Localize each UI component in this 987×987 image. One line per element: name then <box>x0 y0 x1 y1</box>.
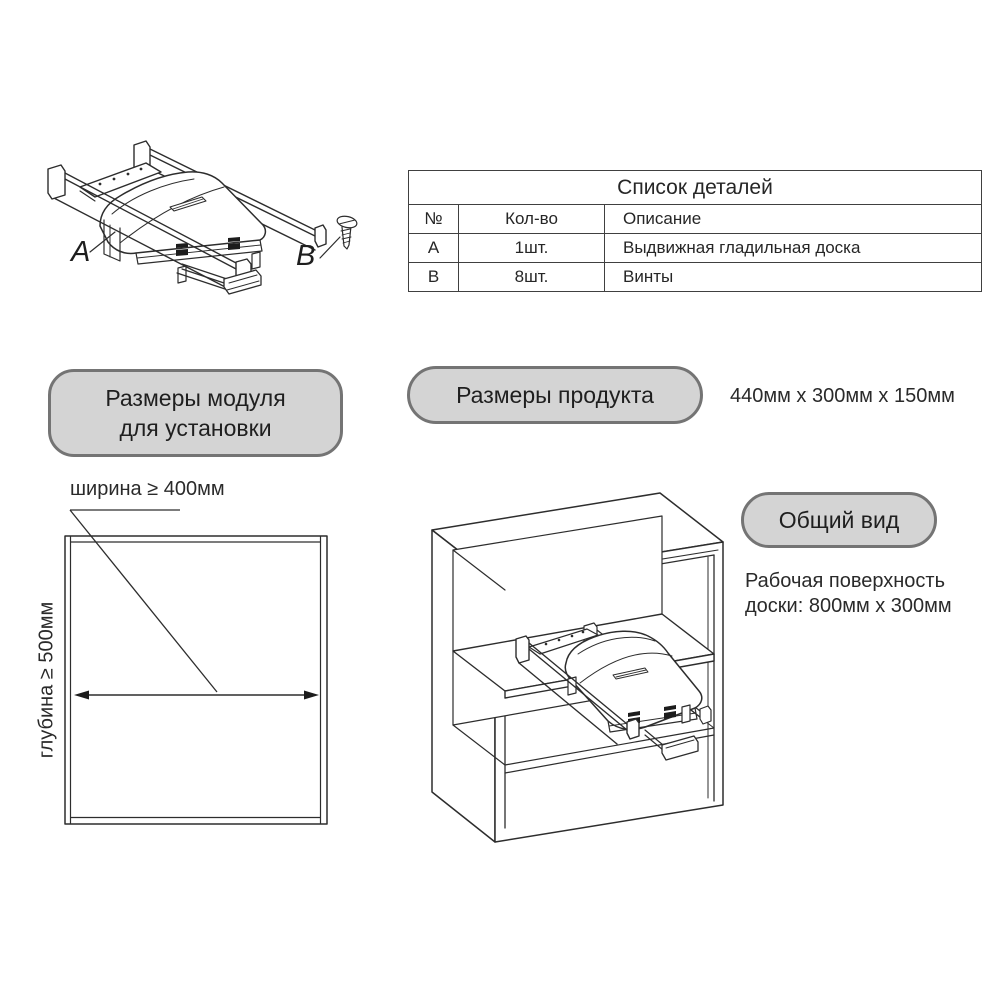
part-label-a: A <box>71 236 91 268</box>
badge-line: Размеры продукта <box>456 382 654 408</box>
col-header-qty: Кол-во <box>459 205 605 234</box>
product-dimensions-badge <box>407 366 703 424</box>
cell-no: B <box>409 263 459 292</box>
badge-line: для установки <box>119 415 272 441</box>
hinge <box>228 243 240 250</box>
work-surface-text <box>745 569 952 619</box>
module-frame-inner-vertical <box>71 536 321 824</box>
badge-line: Размеры модуля <box>105 385 286 411</box>
work-surface-line1: Рабочая поверхность <box>745 570 945 592</box>
table-title-row <box>409 171 982 205</box>
cell-desc: Выдвижная гладильная доска <box>605 234 982 263</box>
table-row <box>409 234 982 263</box>
cell-qty: 1шт. <box>459 234 605 263</box>
module-dimensions-badge <box>48 369 343 457</box>
screw-icon <box>336 215 358 249</box>
work-surface-line2: доски: 800мм x 300мм <box>745 595 952 617</box>
hinge <box>176 249 188 256</box>
module-frame-outer <box>65 536 327 824</box>
leader-diagonal <box>70 510 217 692</box>
module-depth-label: глубина ≥ 500мм <box>35 601 58 759</box>
cell-no: A <box>409 234 459 263</box>
cabinet-drawing <box>408 483 753 868</box>
module-frame-inner-horizontal <box>71 542 321 818</box>
module-width-label: ширина ≥ 400мм <box>70 478 225 500</box>
cell-desc: Винты <box>605 263 982 292</box>
ironing-board-drawing <box>30 140 375 315</box>
table-header-row <box>409 205 982 234</box>
col-header-desc: Описание <box>605 205 982 234</box>
product-size-text: 440мм x 300мм x 150мм <box>730 385 955 407</box>
cell-qty: 8шт. <box>459 263 605 292</box>
parts-table <box>408 170 982 292</box>
table-row <box>409 263 982 292</box>
module-dimensions-diagram <box>30 460 350 840</box>
overview-badge <box>741 492 937 548</box>
part-label-b: B <box>296 240 316 272</box>
parts-table-title: Список деталей <box>409 171 982 205</box>
badge-line: Общий вид <box>778 507 900 533</box>
col-header-no: № <box>409 205 459 234</box>
width-arrow <box>74 691 319 700</box>
